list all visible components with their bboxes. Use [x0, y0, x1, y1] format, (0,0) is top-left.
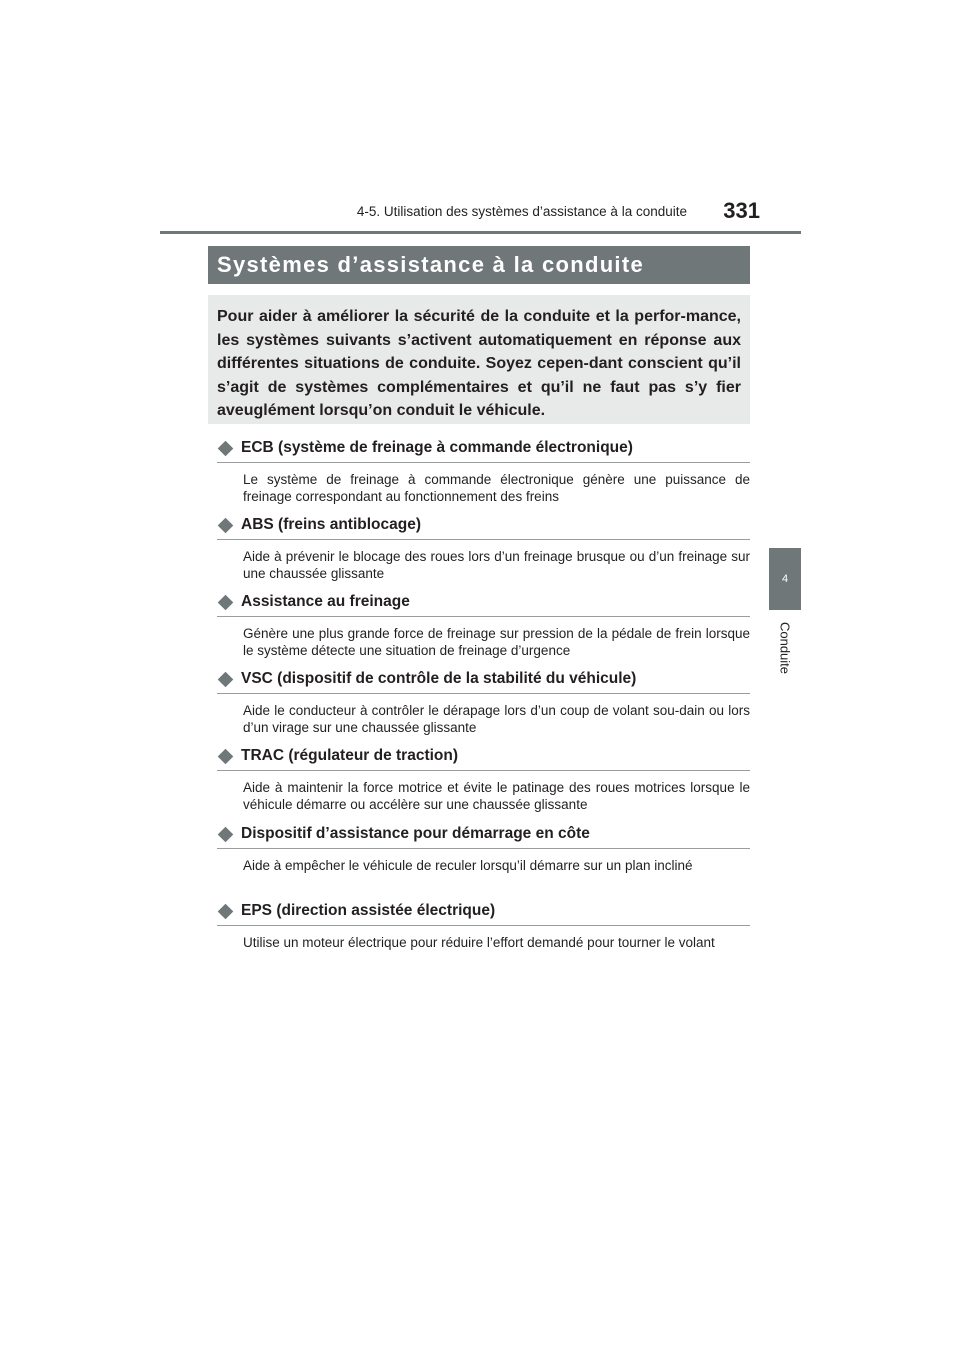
- feature-description: Aide à prévenir le blocage des roues lors d’un freinage brusque ou d’un freinage sur une chaussée glissante: [243, 549, 750, 581]
- feature-description: Aide le conducteur à contrôler le dérapage lors d’un coup de volant sou-dain ou lors d’un virage sur une chaussée glissante: [243, 703, 750, 735]
- feature-abs: [217, 514, 750, 582]
- diamond-bullet-icon: [218, 517, 234, 533]
- feature-trac: [217, 745, 750, 813]
- divider: [217, 848, 750, 849]
- page-title: Systèmes d’assistance à la conduite: [217, 252, 645, 277]
- feature-eps: [217, 900, 750, 951]
- divider: [217, 539, 750, 540]
- intro-box: [208, 295, 750, 424]
- diamond-bullet-icon: [218, 903, 234, 919]
- feature-title: EPS (direction assistée électrique): [241, 902, 496, 919]
- feature-title: VSC (dispositif de contrôle de la stabilité du véhicule): [241, 670, 637, 687]
- feature-description: Aide à maintenir la force motrice et évite le patinage des roues motrices lorsque le véhicule démarre ou accélère sur une chaussée glissante: [243, 780, 750, 812]
- feature-title: Dispositif d’assistance pour démarrage en côte: [241, 825, 590, 842]
- divider: [217, 925, 750, 926]
- feature-title: Assistance au freinage: [241, 593, 410, 610]
- diamond-bullet-icon: [218, 440, 234, 456]
- feature-description: Aide à empêcher le véhicule de reculer lorsqu’il démarre sur un plan incliné: [243, 858, 693, 873]
- feature-brake-assist: [217, 591, 750, 659]
- title-banner: [208, 246, 750, 284]
- feature-hill-start-assist: [217, 823, 750, 874]
- intro-text: Pour aider à améliorer la sécurité de la conduite et la perfor-mance, les systèmes suivants s’activent automatiquement en réponse aux différentes situations de conduite. Soyez cepen-dant conscient qu’il s’agit de systèmes complémentaires et qu’il ne faut pas s’y fier aveuglément lorsqu’on conduit le véhicule.: [217, 308, 741, 419]
- feature-title: TRAC (régulateur de traction): [241, 747, 459, 764]
- feature-vsc: [217, 668, 750, 736]
- feature-description: Le système de freinage à commande électronique génère une puissance de freinage correspondant au fonctionnement des freins: [243, 472, 750, 504]
- diamond-bullet-icon: [218, 748, 234, 764]
- feature-description: Génère une plus grande force de freinage sur pression de la pédale de frein lorsque le système détecte une situation de freinage d’urgence: [243, 626, 750, 658]
- header-rule: [160, 231, 801, 234]
- diamond-bullet-icon: [218, 671, 234, 687]
- chapter-tab[interactable]: [769, 548, 801, 610]
- section-heading: 4-5. Utilisation des systèmes d’assistance à la conduite: [356, 204, 687, 219]
- feature-ecb: [217, 437, 750, 505]
- divider: [217, 616, 750, 617]
- chapter-number: 4: [781, 573, 789, 585]
- diamond-bullet-icon: [218, 826, 234, 842]
- divider: [217, 770, 750, 771]
- divider: [217, 462, 750, 463]
- feature-description: Utilise un moteur électrique pour réduire l’effort demandé pour tourner le volant: [243, 935, 715, 950]
- chapter-label: Conduite: [777, 621, 793, 675]
- feature-title: ECB (système de freinage à commande électronique): [241, 439, 633, 456]
- page-number: 331: [723, 198, 760, 223]
- feature-title: ABS (freins antiblocage): [241, 516, 421, 533]
- diamond-bullet-icon: [218, 594, 234, 610]
- divider: [217, 693, 750, 694]
